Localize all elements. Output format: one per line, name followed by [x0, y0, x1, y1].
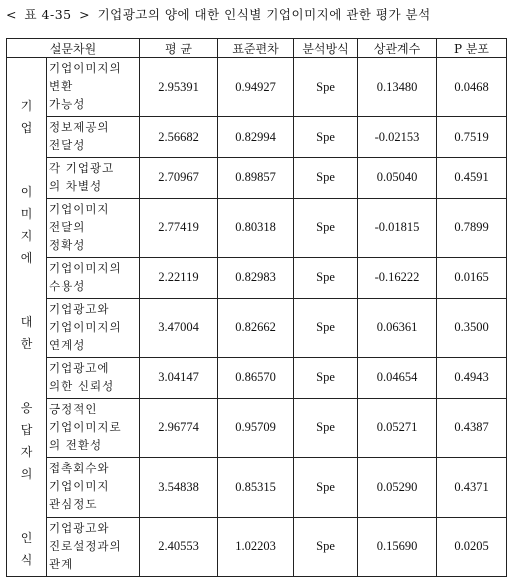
header-row — [7, 39, 507, 58]
survey-item — [47, 258, 140, 299]
survey-item-line: 기업이미지의 — [49, 319, 122, 334]
correlation-cell: -0.16222 — [358, 258, 437, 299]
survey-item-line: 긍정적인 — [49, 401, 98, 416]
caption-close-bracket: > — [79, 7, 91, 22]
survey-item-line: 기업이미지로 — [49, 419, 122, 434]
std-dev-cell: 0.82983 — [218, 258, 294, 299]
correlation-cell: 0.13480 — [358, 58, 437, 117]
table-row — [7, 158, 507, 199]
correlation-cell: 0.04654 — [358, 358, 437, 399]
group-label — [7, 58, 47, 577]
std-dev-cell: 0.85315 — [218, 458, 294, 517]
mean-cell: 3.47004 — [140, 298, 218, 357]
std-dev-cell: 0.82994 — [218, 117, 294, 158]
survey-item-line: 의 전환성 — [49, 437, 103, 452]
survey-item — [47, 198, 140, 257]
header-p-dist: P 분포 — [437, 39, 507, 58]
method-cell: Spe — [294, 198, 358, 257]
p-dist-cell: 0.4591 — [437, 158, 507, 199]
group-label-char: 식 — [20, 553, 33, 567]
survey-item-line: 수용성 — [49, 279, 86, 294]
group-label-char: 기 — [20, 99, 33, 113]
survey-item-line: 관계 — [49, 556, 74, 571]
p-dist-cell: 0.7899 — [437, 198, 507, 257]
mean-cell: 3.04147 — [140, 358, 218, 399]
method-cell: Spe — [294, 158, 358, 199]
p-dist-cell: 0.4943 — [437, 358, 507, 399]
group-label-char: 에 — [20, 251, 33, 265]
survey-item — [47, 358, 140, 399]
std-dev-cell: 0.80318 — [218, 198, 294, 257]
survey-item-line: 관심정도 — [49, 497, 98, 512]
group-label-char: 자 — [20, 445, 33, 459]
group-label-char: 대 — [20, 315, 33, 329]
survey-item-line: 기업광고에 — [49, 361, 110, 376]
method-cell: Spe — [294, 358, 358, 399]
p-dist-cell: 0.4387 — [437, 398, 507, 457]
p-dist-cell: 0.7519 — [437, 117, 507, 158]
group-label-spacer — [7, 144, 46, 186]
survey-item-line: 기업이미지의 — [49, 61, 122, 75]
group-label-char: 업 — [20, 121, 33, 135]
correlation-cell: 0.06361 — [358, 298, 437, 357]
header-correlation: 상관계수 — [358, 39, 437, 58]
table-caption — [6, 5, 434, 23]
p-dist-cell: 0.3500 — [437, 298, 507, 357]
table-row — [7, 458, 507, 517]
method-cell: Spe — [294, 398, 358, 457]
survey-item-line: 기업이미지의 — [49, 261, 122, 276]
survey-item-line: 기업광고와 — [49, 520, 110, 535]
survey-item-line: 전달의 — [49, 219, 86, 234]
table-row — [7, 117, 507, 158]
group-label-char: 미 — [20, 207, 33, 221]
mean-cell: 3.54838 — [140, 458, 218, 517]
survey-item — [47, 58, 140, 117]
header-std-dev: 표준편차 — [218, 39, 294, 58]
mean-cell: 2.96774 — [140, 398, 218, 457]
group-label-char: 한 — [20, 337, 33, 351]
table-row — [7, 398, 507, 457]
method-cell: Spe — [294, 258, 358, 299]
table-row — [7, 58, 507, 117]
survey-item-line: 기업이미지 — [49, 479, 110, 494]
group-label-char: 응 — [20, 401, 33, 415]
p-dist-cell: 0.0165 — [437, 258, 507, 299]
table-row — [7, 198, 507, 257]
std-dev-cell: 0.86570 — [218, 358, 294, 399]
method-cell: Spe — [294, 458, 358, 517]
survey-item-line: 가능성 — [49, 97, 86, 111]
survey-item-line: 기업광고와 — [49, 301, 110, 316]
method-cell: Spe — [294, 58, 358, 117]
std-dev-cell: 0.82662 — [218, 298, 294, 357]
mean-cell: 2.22119 — [140, 258, 218, 299]
mean-cell: 2.70967 — [140, 158, 218, 199]
correlation-cell: 0.05040 — [358, 158, 437, 199]
correlation-cell: -0.02153 — [358, 117, 437, 158]
table-body — [7, 58, 507, 577]
group-label-char: 지 — [20, 229, 33, 243]
method-cell: Spe — [294, 117, 358, 158]
table-row — [7, 358, 507, 399]
correlation-cell: 0.05271 — [358, 398, 437, 457]
method-cell: Spe — [294, 298, 358, 357]
group-label-spacer — [7, 490, 46, 532]
survey-item-line: 접촉회수와 — [49, 461, 110, 476]
survey-item-line: 진로설정과의 — [49, 538, 122, 553]
survey-item-line: 연계성 — [49, 337, 86, 352]
table-row — [7, 517, 507, 576]
mean-cell: 2.95391 — [140, 58, 218, 117]
evaluation-table — [6, 38, 507, 577]
survey-item-line: 기업이미지 — [49, 201, 110, 216]
survey-item-line: 변환 — [49, 79, 74, 93]
header-method: 분석방식 — [294, 39, 358, 58]
survey-item-line: 의 차별성 — [49, 179, 103, 194]
mean-cell: 2.40553 — [140, 517, 218, 576]
survey-item — [47, 158, 140, 199]
survey-item — [47, 117, 140, 158]
mean-cell: 2.56682 — [140, 117, 218, 158]
std-dev-cell: 0.94927 — [218, 58, 294, 117]
std-dev-cell: 0.95709 — [218, 398, 294, 457]
method-cell: Spe — [294, 517, 358, 576]
std-dev-cell: 1.02203 — [218, 517, 294, 576]
std-dev-cell: 0.89857 — [218, 158, 294, 199]
group-label-char: 인 — [20, 531, 33, 545]
group-label-spacer — [7, 360, 46, 402]
p-dist-cell: 0.0205 — [437, 517, 507, 576]
survey-item-line: 정확성 — [49, 237, 86, 252]
survey-item-line: 의한 신뢰성 — [49, 379, 115, 394]
correlation-cell: 0.05290 — [358, 458, 437, 517]
caption-table-number: 표 4-35 — [24, 7, 72, 22]
p-dist-cell: 0.4371 — [437, 458, 507, 517]
survey-item — [47, 298, 140, 357]
survey-item-line: 정보제공의 — [49, 120, 110, 135]
table-row — [7, 258, 507, 299]
survey-item — [47, 517, 140, 576]
group-label-char: 의 — [20, 467, 33, 481]
correlation-cell: 0.15690 — [358, 517, 437, 576]
header-survey-dimension: 설문차원 — [7, 39, 140, 58]
header-mean: 평 균 — [140, 39, 218, 58]
table-row — [7, 298, 507, 357]
survey-item — [47, 458, 140, 517]
mean-cell: 2.77419 — [140, 198, 218, 257]
correlation-cell: -0.01815 — [358, 198, 437, 257]
group-label-char: 이 — [20, 185, 33, 199]
caption-title: 기업광고의 양에 대한 인식별 기업이미지에 관한 평가 분석 — [97, 7, 431, 22]
survey-item-line: 전달성 — [49, 138, 86, 153]
p-dist-cell: 0.0468 — [437, 58, 507, 117]
survey-item-line: 각 기업광고 — [49, 161, 115, 176]
group-label-char: 답 — [20, 423, 33, 437]
survey-item — [47, 398, 140, 457]
group-label-spacer — [7, 274, 46, 316]
caption-open-bracket: < — [6, 7, 17, 22]
